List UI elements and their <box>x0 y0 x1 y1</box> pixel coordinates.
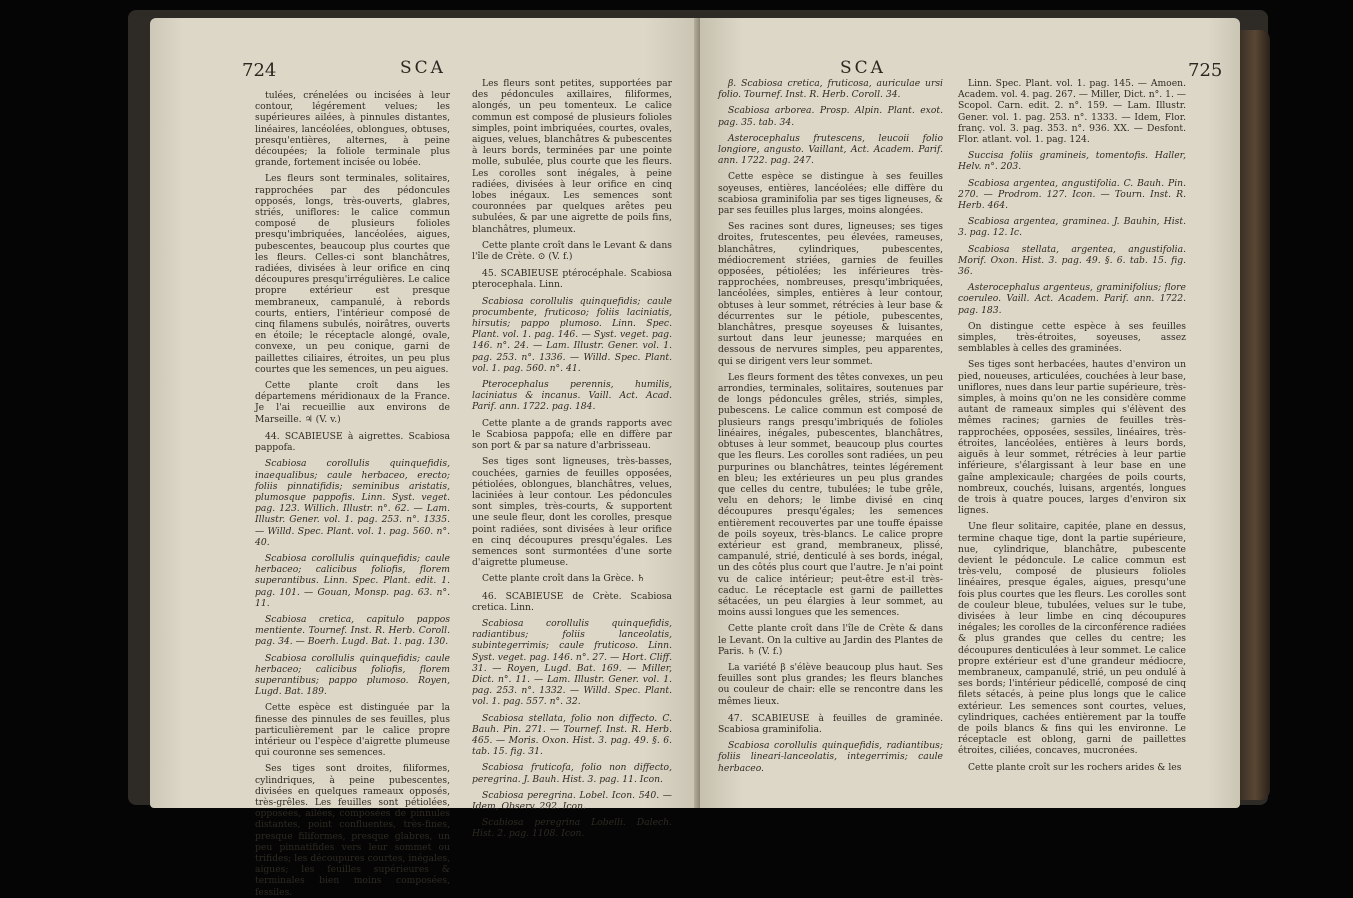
paragraph: Pterocephalus perennis, humilis, laciniatus & incanus. Vaill. Act. Acad. Parif. ann. 1722. pag. 184. <box>472 379 672 413</box>
paragraph: Cette plante a de grands rapports avec le Scabiosa pappofa; elle en diffère par son port & par sa nature d'arbrisseau. <box>472 417 672 452</box>
paragraph: Les fleurs sont petites, supportées par des pédoncules axillaires, filiformes, alongés, un peu tomenteux. Le calice commun est composé de plusieurs folioles simples, point imbriquées, courtes, ovales, aigues, velues, blanchâtres & pubescentes à leurs bords, terminées par une pointe molle, subulée, plus courte que les fleurs. Les corolles sont inégales, à peine radiées, divisées à leur orifice en cinq lobes inégaux. Les semences sont couronnées par quelques arêtes peu subulées, & par une aigrette de poils fins, blanchâtres, plumeux. <box>472 78 672 235</box>
paragraph: Les fleurs sont terminales, solitaires, rapprochées par des pédoncules opposés, longs, très-ouverts, glabres, striés, uniflores: le calice commun composé de plusieurs folioles presqu'imbriquées, lancéolées, aigues, pubescentes, beaucoup plus courtes que les fleurs. Celles-ci sont blanchâtres, radiées, divisées à leur orifice en cinq découpures presqu'irrégulières. Le calice propre extérieur est presque membraneux, campanulé, à rebords courts, entiers, l'intérieur composé de cinq filamens subulés, noirâtres, ouverts en étoile; le réceptacle alongé, ovale, convexe, un peu conique, garni de paillettes ciliaires, étroites, un peu plus courtes que les semences, un peu aigues. <box>255 173 450 375</box>
paragraph: Une fleur solitaire, capitée, plane en dessus, termine chaque tige, dont la partie supérieure, nue, cylindrique, blanchâtre, pubescente devient le pédoncule. Le calice commun est très-velu, composé de plusieurs folioles linéaires, presque égales, aigues, presqu'une fois plus courtes que les fleurs. Les corolles sont de couleur bleue, tubulées, velues sur le tube, divisées à leur limbe en cinq découpures inégales; les corolles de la circonférence radiées & plus grandes que celles du centre; les découpures denticulées à leur sommet. Le calice propre extérieur est d'une grandeur médiocre, membraneux, campanulé, strié, un peu ondulé à ses bords; l'intérieur pédicellé, composé de cinq filets sétacés, à peine plus longs que le calice extérieur. Les semences sont courtes, velues, cylindriques, cachées entièrement par la touffe de poils blancs & fins qui les environne. Le réceptacle est oblong, garni de paillettes étroites, ciliées, concaves, mucronées. <box>958 521 1186 757</box>
paragraph: β. Scabiosa cretica, fruticosa, auriculae ursi folio. Tournef. Inst. R. Herb. Coroll. 34. <box>718 78 943 101</box>
paragraph: Linn. Spec. Plant. vol. 1. pag. 145. — Amoen. Academ. vol. 4. pag. 267. — Miller, Dict. n°. 1. — Scopol. Carn. edit. 2. n°. 159. — Lam. Illustr. Gener. vol. 1. pag. 253. n°. 1333. — Idem, Flor. franç. vol. 3. pag. 353. n°. 936. XX. — Desfont. Flor. atlant. vol. 1. pag. 124. <box>958 78 1186 146</box>
paragraph: Scabiosa corollulis quinquefidis, inaequalibus; caule herbaceo, erecto; foliis pinnatifidis; seminibus aristatis, plumosque pappofis. Linn. Syst. veget. pag. 123. Willich. Illustr. n°. 62. — Lam. Illustr. Gener. vol. 1. pag. 253. n°. 1335. — Willd. Spec. Plant. vol. 1. pag. 560. n°. 40. <box>255 458 450 548</box>
species-entry-heading: 47. SCABIEUSE à feuilles de graminée. Scabiosa graminifolia. <box>718 712 943 735</box>
paragraph: Scabiosa arborea. Prosp. Alpin. Plant. exot. pag. 35. tab. 34. <box>718 105 943 128</box>
paragraph: Asterocephalus argenteus, graminifolius; flore coeruleo. Vaill. Act. Academ. Parif. ann. 1722. pag. 183. <box>958 282 1186 316</box>
paragraph: Cette plante croît dans les départemens méridionaux de la France. Je l'ai recueillie aux environs de Marseille. ♃ (V. v.) <box>255 380 450 425</box>
right-page <box>700 18 1240 808</box>
left-column-2 <box>472 78 672 840</box>
left-column-1 <box>255 90 450 898</box>
paragraph: tulées, crénelées ou incisées à leur contour, légérement velues; les supérieures ailées, à pinnules distantes, linéaires, lancéolées, oblongues, obtuses, presqu'entières, alternes, à peine découpées; la foliole terminale plus grande, fortement incisée ou lobée. <box>255 90 450 169</box>
paragraph: Ses tiges sont herbacées, hautes d'environ un pied, noueuses, articulées, couchées à leur base, uniflores, nues dans leur partie supérieure, très-simples, à moins qu'on ne les considère comme autant de rameaux simples qui s'élèvent des mêmes racines; garnies de feuilles très-rapprochées, opposées, sessiles, linéaires, très-étroites, lancéolées, entières à leurs bords, aiguës à leur sommet, rétrécies à leur partie inférieure, s'élargissant à leur base en une gaîne amplexicaule; chargées de poils courts, nombreux, couchés, luisans, argentés, longues de trois à quatre pouces, larges d'environ six lignes. <box>958 359 1186 517</box>
paragraph: Scabiosa argentea, angustifolia. C. Bauh. Pin. 270. — Prodrom. 127. Icon. — Tourn. Inst. R. Herb. 464. <box>958 177 1186 212</box>
paragraph: Scabiosa cretica, capitulo pappos mentiente. Tournef. Inst. R. Herb. Coroll. pag. 34. — Boerh. Lugd. Bat. 1. pag. 130. <box>255 613 450 648</box>
species-entry-heading: 46. SCABIEUSE de Crète. Scabiosa cretica. Linn. <box>472 590 672 613</box>
paragraph: Scabiosa fruticofa, folio non diffecto, peregrina. J. Bauh. Hist. 3. pag. 11. Icon. <box>472 762 672 785</box>
paragraph: Scabiosa peregrina Lobelli. Dalech. Hist. 2. pag. 1108. Icon. <box>472 817 672 840</box>
paragraph: Scabiosa corollulis quinquefidis, radiantibus; foliis lanceolatis, subintegerrimis; caule fruticoso. Linn. Syst. veget. pag. 146. n°. 27. — Hort. Cliff. 31. — Royen, Lugd. Bat. 169. — Miller, Dict. n°. 11. — Lam. Illustr. Gener. vol. 1. pag. 253. n°. 1332. — Willd. Spec. Plant. vol. 1. pag. 557. n°. 32. <box>472 617 672 708</box>
right-column-1 <box>718 78 943 790</box>
paragraph: Cette espèce est distinguée par la finesse des pinnules de ses feuilles, plus particulièrement par le calice propre intérieur ou l'espèce d'aigrette plumeuse qui couronne ses semences. <box>255 702 450 759</box>
paragraph: Scabiosa stellata, folio non diffecto. C. Bauh. Pin. 271. — Tournef. Inst. R. Herb. 465. — Moris. Oxon. Hist. 3. pag. 49. §. 6. tab. 15. fig. 31. <box>472 712 672 758</box>
paragraph: Ses racines sont dures, ligneuses; ses tiges droites, frutescentes, peu élevées, rameuses, blanchâtres, cylindriques, pubescentes, médiocrement striées, garnies de feuilles opposées, pétiolées; les inférieures très-rapprochées, nombreuses, presqu'imbriquées, lancéolées, simples, entières à leur contour, obtuses à leur sommet, rétrécies à leur base & décurrentes sur le pétiole, pubescentes, blanchâtres, presque soyeuses & luisantes, surtout dans leur jeunesse; marquées en dessous de nervures simples, peu apparentes, qui se dirigent vers leur sommet. <box>718 221 943 367</box>
right-column-2 <box>958 78 1186 790</box>
left-running-head: SCA <box>400 58 446 78</box>
paragraph: Scabiosa corollulis quinquefidis; caule herbaceo; calicibus foliofis, florem superantibus; pappo plumoso. Royen, Lugd. Bat. 189. <box>255 652 450 698</box>
paragraph: Scabiosa corollulis quinquefidis, radiantibus; foliis lineari-lanceolatis, integerrimis; caule herbaceo. <box>718 740 943 774</box>
species-entry-heading: 44. SCABIEUSE à aigrettes. Scabiosa pappofa. <box>255 430 450 454</box>
paragraph: Succisa foliis gramineis, tomentofis. Haller, Helv. n°. 203. <box>958 150 1186 173</box>
paragraph: Les fleurs forment des têtes convexes, un peu arrondies, terminales, solitaires, soutenues par de longs pédoncules grêles, striés, simples, pubescens. Le calice commun est composé de plusieurs rangs presqu'imbriqués de folioles linéaires, inégales, pubescentes, blanchâtres, obtuses à leur sommet, beaucoup plus courtes que les fleurs. Les corolles sont radiées, un peu purpurines ou blanchâtres, teintes légérement en bleu; les extérieures un peu plus grandes que celles du centre, tubulées; le tube grêle, velu en dehors; le limbe divisé en cinq découpures presqu'égales; les semences entièrement recouvertes par une touffe épaisse de poils soyeux, très-blancs. Le calice propre extérieur est grand, membraneux, plissé, campanulé, strié, denticulé à ses bords, inégal, un des côtés plus court que l'autre. Je n'ai point vu de calice intérieur; peut-être est-il très-caduc. Le réceptacle est garni de paillettes sétacées, un peu élargies à leur sommet, au moins aussi longues que les semences. <box>718 371 943 619</box>
paragraph: La variété β s'élève beaucoup plus haut. Ses feuilles sont plus grandes; les fleurs blanches ou couleur de chair: elle se rencontre dans les mêmes lieux. <box>718 661 943 707</box>
paragraph: Cette plante croît dans l'île de Crète & dans le Levant. On la cultive au Jardin des Plantes de Paris. ♄ (V. f.) <box>718 623 943 657</box>
paragraph: Scabiosa argentea, graminea. J. Bauhin, Hist. 3. pag. 12. Ic. <box>958 216 1186 239</box>
paragraph: Scabiosa corollulis quinquefidis; caule herbaceo; calicibus foliofis, florem superantibus. Linn. Spec. Plant. edit. 1. pag. 101. — Gouan, Monsp. pag. 63. n°. 11. <box>255 552 450 609</box>
right-running-head: SCA <box>840 58 886 78</box>
paragraph: Cette plante croît sur les rochers arides & les <box>968 761 1182 773</box>
paragraph: Scabiosa corollulis quinquefidis; caule procumbente, fruticoso; foliis laciniatis, hirsutis; pappo plumoso. Linn. Spec. Plant. vol. 1. pag. 146. — Syst. veget. pag. 146. n°. 24. — Lam. Illustr. Gener. vol. 1. pag. 253. n°. 1336. — Willd. Spec. Plant. vol. 1. pag. 560. n°. 41. <box>472 295 672 374</box>
paragraph: On distingue cette espèce à ses feuilles simples, très-étroites, soyeuses, assez semblables à celles des graminées. <box>958 320 1186 355</box>
paragraph: Scabiosa stellata, argentea, angustifolia. Morif. Oxon. Hist. 3. pag. 49. §. 6. tab. 15. fig. 36. <box>958 243 1186 278</box>
paragraph: Cette plante croît dans la Grèce. ♄ <box>482 573 646 585</box>
paragraph: Scabiosa peregrina. Lobel. Icon. 540. — Idem, Observ. 292. Icon. <box>472 789 672 812</box>
right-page-number: 725 <box>1188 60 1223 81</box>
paragraph: Asterocephalus frutescens, leucoii folio longiore, angusto. Vaillant, Act. Academ. Parif. ann. 1722. pag. 247. <box>718 132 943 167</box>
species-entry-heading: 45. SCABIEUSE ptérocéphale. Scabiosa pterocephala. Linn. <box>472 268 672 291</box>
paragraph: Cette espèce se distingue à ses feuilles soyeuses, entières, lancéolées; elle diffère du scabiosa graminifolia par ses tiges ligneuses, & par ses feuilles plus larges, moins alongées. <box>718 171 943 217</box>
paragraph: Cette plante croît dans le Levant & dans l'île de Crète. ⊙ (V. f.) <box>472 239 672 263</box>
left-page <box>150 18 700 898</box>
left-page-number: 724 <box>242 60 277 81</box>
paragraph: Ses tiges sont droites, filiformes, cylindriques, à peine pubescentes, divisées en quelques rameaux opposés, très-grêles. Les feuilles sont pétiolées, opposées, ailées, composées de pinnules distantes, point confluentes, très-fines, presque filiformes, presque glabres, un peu pinnatifides vers leur sommet ou trifides; les découpures courtes, inégales, aigues; les feuilles supérieures & terminales bien moins composées, fessiles. <box>255 763 450 898</box>
paragraph: Ses tiges sont ligneuses, très-basses, couchées, garnies de feuilles opposées, pétiolées, oblongues, blanchâtres, velues, laciniées à leur contour. Les pédoncules sont simples, très-courts, & supportent une seule fleur, dont les corolles, presque point radiées, sont divisées à leur orifice en cinq découpures presqu'égales. Les semences sont surmontées d'une sorte d'aigrette plumeuse. <box>472 456 672 569</box>
book-right-edge <box>1240 30 1270 800</box>
